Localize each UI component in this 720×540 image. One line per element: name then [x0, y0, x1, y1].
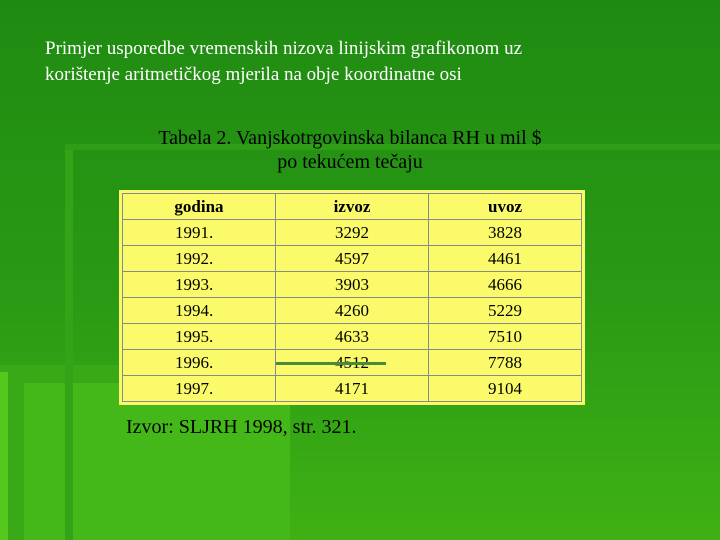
cell-year: 1995. — [123, 324, 276, 350]
table-container — [119, 190, 585, 405]
cell-year: 1994. — [123, 298, 276, 324]
slide-title — [45, 36, 705, 88]
table-caption — [110, 126, 590, 174]
trade-balance-table — [122, 193, 582, 402]
background-strip-left — [65, 150, 73, 540]
cell-export: 4260 — [276, 298, 429, 324]
cell-export: 4597 — [276, 246, 429, 272]
cell-year: 1992. — [123, 246, 276, 272]
table-row — [123, 246, 582, 272]
cell-export: 4171 — [276, 376, 429, 402]
table-header-row — [123, 194, 582, 220]
cell-import: 5229 — [429, 298, 582, 324]
decorative-line — [276, 362, 386, 365]
cell-export: 4633 — [276, 324, 429, 350]
header-godina: godina — [123, 194, 276, 220]
table-row — [123, 376, 582, 402]
cell-year: 1996. — [123, 350, 276, 376]
header-uvoz: uvoz — [429, 194, 582, 220]
cell-import: 4461 — [429, 246, 582, 272]
cell-import: 9104 — [429, 376, 582, 402]
slide-title-line: Primjer usporedbe vremenskih nizova linijskim grafikonom uz — [45, 38, 523, 59]
cell-import: 7788 — [429, 350, 582, 376]
cell-export: 3903 — [276, 272, 429, 298]
table-row — [123, 324, 582, 350]
table-row — [123, 272, 582, 298]
background-block-inner — [24, 383, 290, 540]
table-row — [123, 298, 582, 324]
cell-import: 3828 — [429, 220, 582, 246]
cell-year: 1991. — [123, 220, 276, 246]
cell-import: 4666 — [429, 272, 582, 298]
table-row — [123, 220, 582, 246]
cell-year: 1993. — [123, 272, 276, 298]
background-edge — [0, 372, 8, 540]
cell-year: 1997. — [123, 376, 276, 402]
header-izvoz: izvoz — [276, 194, 429, 220]
cell-import: 7510 — [429, 324, 582, 350]
cell-export: 3292 — [276, 220, 429, 246]
source-note: Izvor: SLJRH 1998, str. 321. — [126, 416, 357, 438]
table-caption-line: Tabela 2. Vanjskotrgovinska bilanca RH u mil $ — [158, 127, 542, 149]
slide-title-line: korištenje aritmetičkog mjerila na obje koordinatne osi — [45, 64, 462, 85]
table-caption-line: po tekućem tečaju — [277, 151, 423, 173]
